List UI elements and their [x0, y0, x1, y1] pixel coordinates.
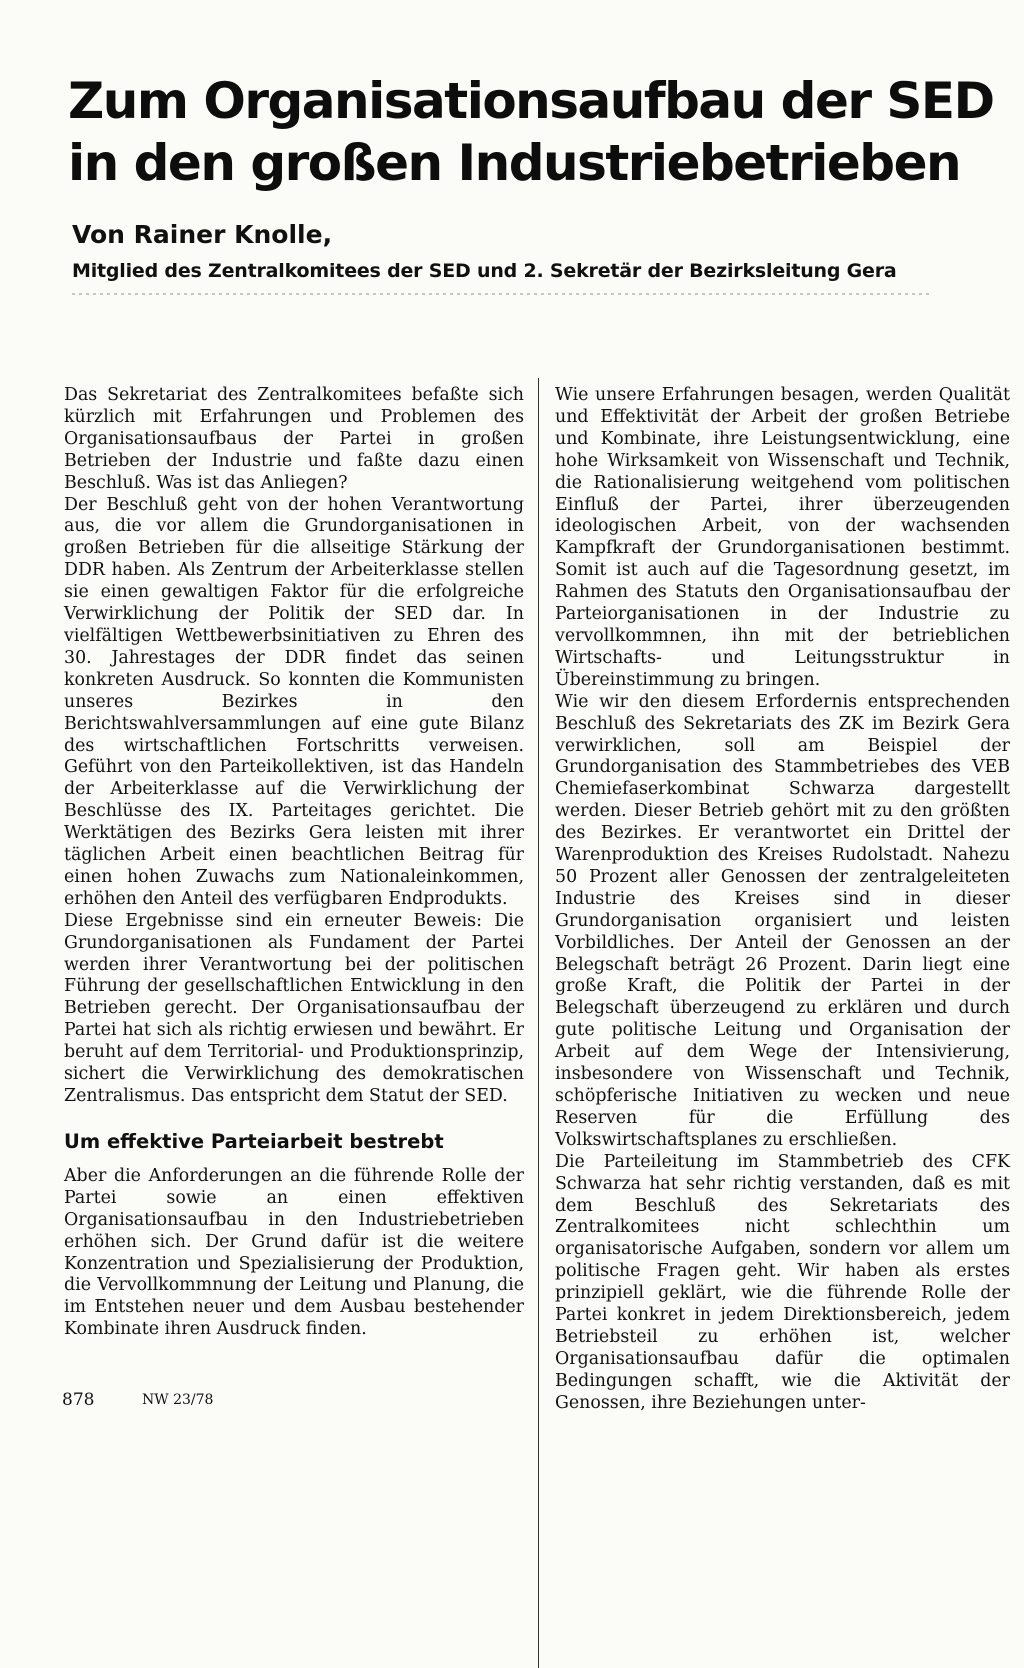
left-paragraph-1: Das Sekretariat des Zentralkomitees befaßte sich kürzlich mit Erfahrungen und Problemen des Organisationsaufbaus der Partei in großen Betrieben der Industrie und faßte dazu einen Beschluß. Was ist das Anliegen? — [64, 385, 524, 493]
author-role: Mitglied des Zentralkomitees der SED und 2. Sekretär der Bezirksleitung Gera — [72, 260, 897, 282]
article-title — [68, 70, 1018, 194]
title-line-2: in den großen Industriebetrieben — [68, 134, 961, 192]
left-paragraph-2: Der Beschluß geht von der hohen Verantwortung aus, die vor allem die Grundorganisationen in großen Betrieben für die allseitige Stärkung der DDR haben. Als Zentrum der Arbeiterklasse stellen sie einen gewaltigen Faktor für die erfolgreiche Verwirklichung der Politik der SED dar. In vielfältigen Wettbewerbsinitiativen zu Ehren des 30. Jahrestages der DDR findet das seinen konkreten Ausdruck. So konnten die Kommunisten unseres Bezirkes in den Berichtswahlversammlungen auf eine gute Bilanz des wirtschaftlichen Fortschritts verweisen. Geführt von den Parteikollektiven, ist das Handeln der Arbeiterklasse auf die Verwirklichung der Beschlüsse des IX. Parteitages gerichtet. Die Werktätigen des Bezirks Gera leisten mit ihrer täglichen Arbeit einen beachtlichen Beitrag für einen hohen Zuwachs zum Nationaleinkommen, erhöhen den Anteil des verfügbaren Endprodukts. — [64, 494, 524, 909]
left-column — [64, 385, 524, 1341]
right-column — [555, 385, 1010, 1415]
right-paragraph-3: Die Parteileitung im Stammbetrieb des CFK Schwarza hat sehr richtig verstanden, daß es mit dem Beschluß des Sekretariats des Zentralkomitees nicht schlechthin um organisatorische Aufgaben, sondern vor allem um politische Fragen geht. Wir haben als erstes prinzipiell geklärt, wie die führende Rolle der Partei konkret in jedem Direktionsbereich, jedem Betriebsteil zu erhöhen ist, welcher Organisationsaufbau dafür die optimalen Bedingungen schafft, wie die Aktivität der Genossen, ihre Beziehungen unter- — [555, 1151, 1010, 1413]
header-rule — [72, 293, 932, 295]
right-paragraph-2: Wie wir den diesem Erfordernis entsprechenden Beschluß des Sekretariats des ZK im Bezirk Gera verwirklichen, soll am Beispiel der Grundorganisation des Stammbetriebes des VEB Chemiefaserkombinat Schwarza dargestellt werden. Dieser Betrieb gehört mit zu den größten des Bezirkes. Er verantwortet ein Drittel der Warenproduktion des Kreises Rudolstadt. Nahezu 50 Prozent aller Genossen der zentralgeleiteten Industrie des Kreises sind in dieser Grundorganisation organisiert und leisten Vorbildliches. Der Anteil der Genossen an der Belegschaft beträgt 26 Prozent. Darin liegt eine große Kraft, die Politik der Partei in der Belegschaft überzeugend zu erklären und durch gute politische Leitung und Organisation der Arbeit auf dem Wege der Intensivierung, insbesondere von Wissenschaft und Technik, schöpferische Initiativen zu wecken und neue Reserven für die Erfüllung des Volkswirtschaftsplanes zu erschließen. — [555, 691, 1010, 1150]
title-line-1: Zum Organisationsaufbau der SED — [68, 72, 994, 130]
column-divider — [538, 378, 539, 1668]
left-paragraph-3: Diese Ergebnisse sind ein erneuter Beweis: Die Grundorganisationen als Fundament der Partei werden ihrer Verantwortung bei der politischen Führung der gesellschaftlichen Entwicklung in den Betrieben gerecht. Der Organisationsaufbau der Partei hat sich als richtig erwiesen und bewährt. Er beruht auf dem Territorial- und Produktionsprinzip, sichert die Verwirklichung des demokratischen Zentralismus. Das entspricht dem Statut der SED. — [64, 910, 524, 1106]
left-paragraph-4: Aber die Anforderungen an die führende Rolle der Partei sowie an einen effektiven Organisationsaufbau in den Industriebetrieben erhöhen sich. Der Grund dafür ist die weitere Konzentration und Spezialisierung der Produktion, die Vervollkommnung der Leitung und Planung, die im Entstehen neuer und dem Ausbau bestehender Kombinate ihren Ausdruck finden. — [64, 1165, 524, 1340]
section-subheading: Um effektive Parteiarbeit bestrebt — [64, 1129, 444, 1153]
issue-reference: NW 23/78 — [142, 1392, 214, 1408]
author-byline: Von Rainer Knolle, — [72, 220, 333, 249]
page-number: 878 — [62, 1390, 95, 1410]
right-paragraph-1: Wie unsere Erfahrungen besagen, werden Qualität und Effektivität der Arbeit der großen Betriebe und Kombinate, ihre Leistungsentwicklung, eine hohe Wirksamkeit von Wissenschaft und Technik, die Rationalisierung weitgehend vom politischen Einfluß der Partei, ihrer überzeugenden ideologischen Arbeit, von der wachsenden Kampfkraft der Grundorganisationen bestimmt. Somit ist auch auf die Tagesordnung gesetzt, im Rahmen des Statuts den Organisationsaufbau der Parteiorganisationen in der Industrie zu vervollkommnen, ihn mit der betrieblichen Wirtschafts- und Leitungsstruktur in Übereinstimmung zu bringen. — [555, 385, 1010, 690]
